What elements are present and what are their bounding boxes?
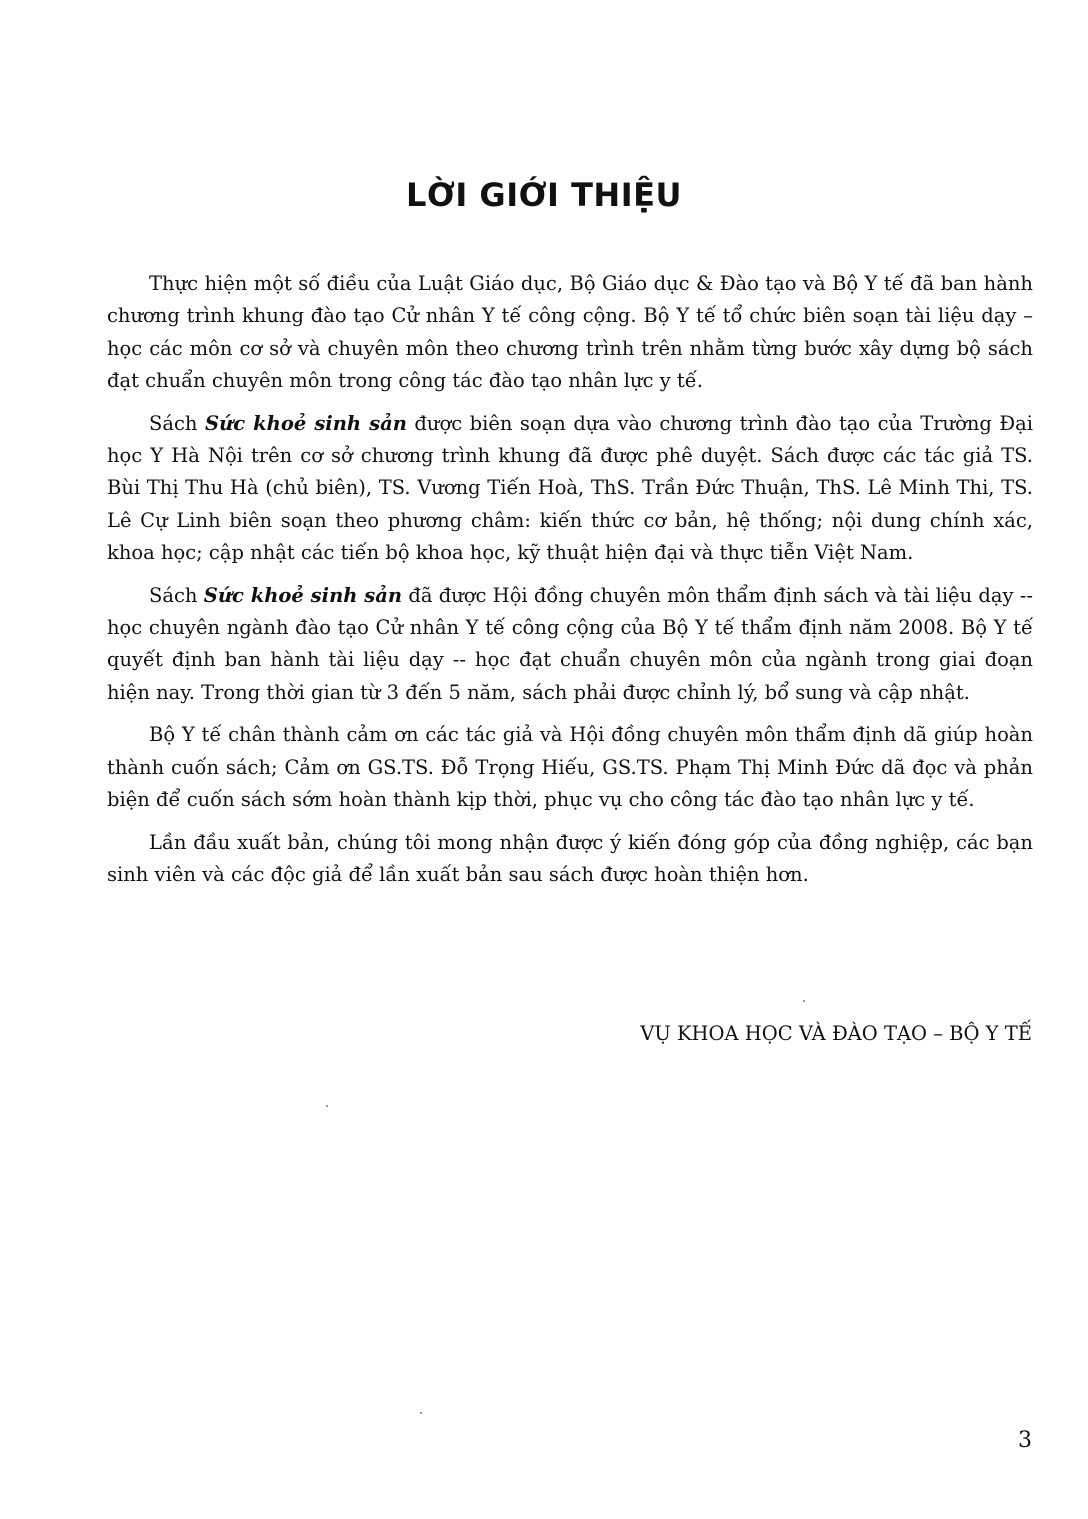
paragraph-5 xyxy=(107,827,1033,892)
paragraph-3-text: đã được Hội đồng chuyên môn thẩm định sách và tài liệu dạy -- học chuyên ngành đào tạo Cử nhân Y tế công cộng của Bộ Y tế thẩm định năm 2008. Bộ Y tế quyết định ban hành tài liệu dạy -- học đạt chuẩn chuyên môn của ngành trong giai đoạn hiện nay. Trong thời gian từ 3 đến 5 năm, sách phải được chỉnh lý, bổ sung và cập nhật. xyxy=(107,583,1033,704)
scan-speck xyxy=(326,1105,328,1107)
paragraph-1-text: Thực hiện một số điều của Luật Giáo dục, Bộ Giáo dục & Đào tạo và Bộ Y tế đã ban hành chương trình khung đào tạo Cử nhân Y tế công cộng. Bộ Y tế tổ chức biên soạn tài liệu dạy – học các môn cơ sở và chuyên môn theo chương trình trên nhằm từng bước xây dựng bộ sách đạt chuẩn chuyên môn trong công tác đào tạo nhân lực y tế. xyxy=(107,272,1033,393)
scan-speck xyxy=(420,1412,422,1414)
book-title-emphasis: Sức khoẻ sinh sản xyxy=(203,583,403,607)
page-number: 3 xyxy=(1018,1428,1032,1453)
signature: VỤ KHOA HỌC VÀ ĐÀO TẠO – BỘ Y TẾ xyxy=(640,1022,1032,1045)
paragraph-3 xyxy=(107,580,1033,710)
scan-speck xyxy=(803,1000,805,1002)
paragraph-4-text: Bộ Y tế chân thành cảm ơn các tác giả và Hội đồng chuyên môn thẩm định dã giúp hoàn thành cuốn sách; Cảm ơn GS.TS. Đỗ Trọng Hiếu, GS.TS. Phạm Thị Minh Đức dã đọc và phản biện để cuốn sách sớm hoàn thành kịp thời, phục vụ cho công tác đào tạo nhân lực y tế. xyxy=(107,723,1033,812)
paragraph-2-lead: Sách xyxy=(149,411,205,435)
paragraph-4 xyxy=(107,719,1033,816)
paragraph-5-text: Lần đầu xuất bản, chúng tôi mong nhận được ý kiến đóng góp của đồng nghiệp, các bạn sinh viên và các độc giả để lần xuất bản sau sách được hoàn thiện hơn. xyxy=(107,830,1033,886)
paragraph-3-lead: Sách xyxy=(149,583,204,607)
paragraph-1 xyxy=(107,268,1033,398)
book-title-emphasis: Sức khoẻ sinh sản xyxy=(204,411,407,435)
page-title: LỜI GIỚI THIỆU xyxy=(406,176,682,214)
paragraph-2 xyxy=(107,408,1033,570)
paragraph-2-text: được biên soạn dựa vào chương trình đào tạo của Trường Đại học Y Hà Nội trên cơ sở chương trình khung đã được phê duyệt. Sách được các tác giả TS. Bùi Thị Thu Hà (chủ biên), TS. Vương Tiến Hoà, ThS. Trần Đức Thuận, ThS. Lê Minh Thi, TS. Lê Cự Linh biên soạn theo phương châm: kiến thức cơ bản, hệ thống; nội dung chính xác, khoa học; cập nhật các tiến bộ khoa học, kỹ thuật hiện đại và thực tiễn Việt Nam. xyxy=(107,411,1033,565)
document-body xyxy=(107,268,1033,901)
